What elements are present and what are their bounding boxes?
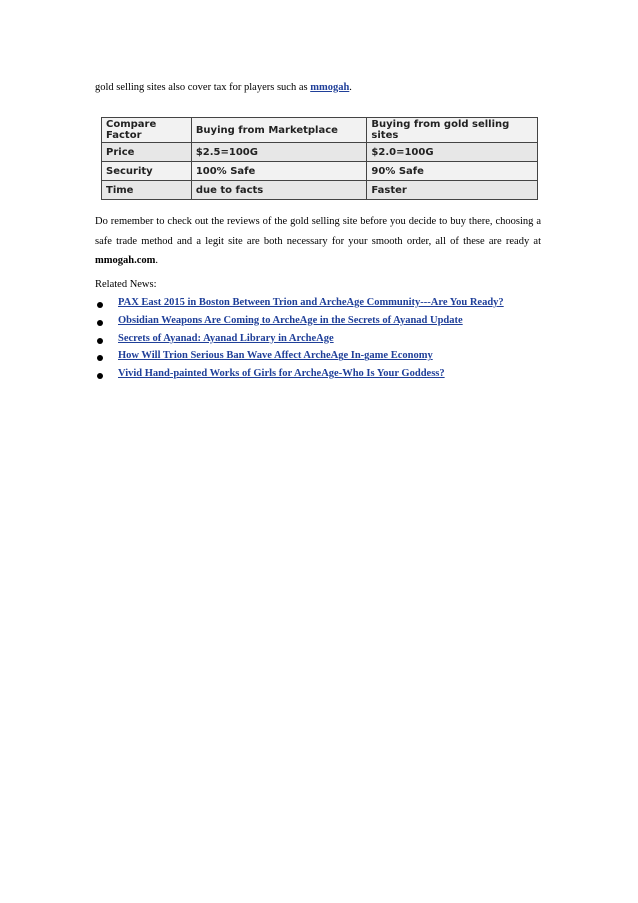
list-item — [95, 297, 504, 315]
comparison-table — [101, 117, 538, 200]
table-cell: Faster — [367, 181, 538, 200]
intro-text: gold selling sites also cover tax for players such as — [95, 82, 311, 93]
table-row — [102, 162, 538, 181]
list-item — [95, 315, 504, 333]
list-item — [95, 350, 504, 368]
news-link[interactable]: How Will Trion Serious Ban Wave Affect ArcheAge In-game Economy — [118, 350, 433, 362]
news-link[interactable]: Secrets of Ayanad: Ayanad Library in ArcheAge — [118, 332, 334, 344]
table-cell: Time — [102, 181, 192, 200]
table-row — [102, 143, 538, 162]
mmogah-domain: mmogah.com — [95, 255, 156, 266]
table-cell: 100% Safe — [191, 162, 367, 181]
list-item — [95, 368, 504, 386]
bullet-icon — [97, 355, 103, 361]
body-paragraph — [95, 212, 541, 271]
table-header-row — [102, 118, 538, 143]
bullet-icon — [97, 338, 103, 344]
paragraph-suffix: . — [155, 255, 158, 266]
related-news-list — [95, 297, 504, 386]
table-header-cell: Compare Factor — [102, 118, 192, 143]
table-cell: 90% Safe — [367, 162, 538, 181]
intro-suffix: . — [349, 82, 352, 93]
bullet-icon — [97, 302, 103, 308]
news-link[interactable]: PAX East 2015 in Boston Between Trion and ArcheAge Community---Are You Ready? — [118, 297, 504, 308]
table-cell: Security — [102, 162, 192, 181]
related-news-label: Related News: — [95, 279, 157, 290]
list-item — [95, 333, 504, 351]
table-cell: $2.5=100G — [191, 143, 367, 162]
intro-line — [95, 82, 352, 93]
paragraph-text: Do remember to check out the reviews of the gold selling site before you decide to buy there, choosing a safe trade method and a legit site are both necessary for your smooth order, all of these are ready at — [95, 216, 541, 247]
bullet-icon — [97, 320, 103, 326]
table-cell: due to facts — [191, 181, 367, 200]
mmogah-link[interactable]: mmogah — [310, 82, 350, 93]
table-cell: $2.0=100G — [367, 143, 538, 162]
table-header-cell: Buying from gold selling sites — [367, 118, 538, 143]
bullet-icon — [97, 373, 103, 379]
table-cell: Price — [102, 143, 192, 162]
table-row — [102, 181, 538, 200]
table-header-cell: Buying from Marketplace — [191, 118, 367, 143]
news-link[interactable]: Vivid Hand-painted Works of Girls for ArcheAge-Who Is Your Goddess? — [118, 368, 445, 380]
news-link[interactable]: Obsidian Weapons Are Coming to ArcheAge in the Secrets of Ayanad Update — [118, 314, 463, 326]
